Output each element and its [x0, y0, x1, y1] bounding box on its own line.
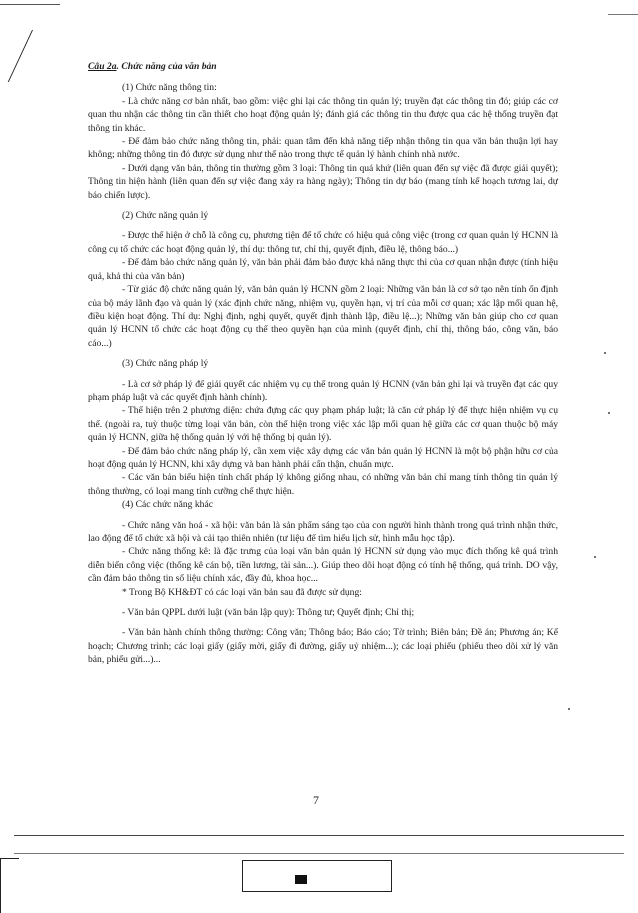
paragraph: - Là cơ sở pháp lý để giải quyết các nhiệm vụ cụ thể trong quản lý HCNN (văn bản ghi lại và truyền đạt các quy phạm pháp luật và các quyết định hành chính). [88, 378, 558, 403]
footer-box [242, 860, 392, 892]
paragraph: - Để đảm bảo chức năng thông tin, phải: quan tâm đến khả năng tiếp nhận thông tin qua văn bản thuận lợi hay không; những thông tin đó được sử dụng như thế nào trong thực tế quản lý hành chính nhà nước. [88, 136, 558, 161]
paragraph: - Chức năng thống kê: là đặc trưng của loại văn bản quản lý HCNN sử dụng vào mục đích thống kê quá trình diễn biến công việc (thống kê cán bộ, tiền lương, tài sản...). Giúp theo dõi hoạt động có tính hệ thống, quá trình. DO vậy, cần đảm bảo thông tin số liệu chính xác, đầy đủ, khoa học... [88, 546, 558, 585]
paragraph: - Thể hiện trên 2 phương diện: chứa đựng các quy phạm pháp luật; là căn cứ pháp lý để thực hiện nhiệm vụ cụ thể. (ngoài ra, tuỳ thuộc từng loại văn bản, còn thể hiện trong việc xác lập mối quan hệ giữa các cơ quan thuộc bộ máy quản lý HCNN, giữa hệ thống quản lý với hệ thống bị quản lý). [88, 405, 558, 444]
paragraph: - Là chức năng cơ bản nhất, bao gồm: việc ghi lại các thông tin quản lý; truyền đạt các thông tin đó; giúp các cơ quan thu nhận các thông tin cần thiết cho hoạt động quản lý; đánh giá các thông tin thu được qua các hệ thống truyền đạt thông tin khác. [88, 95, 558, 134]
paragraph: - Văn bản QPPL dưới luật (văn bản lập quy): Thông tư; Quyết định; Chỉ thị; [122, 607, 415, 619]
paragraph: * Trong Bộ KH&ĐT có các loại văn bản sau đã được sử dụng: [122, 586, 362, 598]
scan-speck [568, 708, 570, 710]
paragraph: - Dưới dạng văn bản, thông tin thường gồm 3 loại: Thông tin quá khứ (liên quan đến sự việc đã được giải quyết); Thông tin hiện hành (liên quan đến sự việc đang xảy ra hàng ngày); Thông tin dự báo (mang tính kế hoạch tương lai, dự báo chiến lược). [88, 162, 558, 201]
scan-speck [594, 556, 596, 558]
scan-artifact-top [0, 4, 60, 5]
footer-box-mark [295, 875, 307, 884]
paragraph: - Để đảm bảo chức năng pháp lý, cần xem việc xây dựng các văn bản quản lý HCNN là một bộ phận hữu cơ của hoạt động quản lý HCNN, khi xây dựng và ban hành phải cẩn thận, chuẩn mực. [88, 445, 558, 470]
footer-rule [14, 835, 624, 836]
document-body [88, 60, 558, 667]
paragraph: - Để đảm bảo chức năng quản lý, văn bản phải đảm bảo được khả năng thực thi của cơ quan nhận được (tính hiệu quả, khả thi của văn bản) [88, 257, 558, 282]
subheading-other: (4) Các chức năng khác [122, 499, 213, 511]
scan-artifact-corner [0, 858, 19, 913]
paragraph: - Các văn bản biểu hiện tính chất pháp lý không giống nhau, có những văn bản chỉ mang tính thông tin quản lý thông thường, có loại mang tính cưỡng chế thực hiện. [88, 472, 558, 497]
heading-title: . Chức năng của văn bản [116, 61, 217, 72]
paragraph: - Từ giác độ chức năng quản lý, văn bản quản lý HCNN gồm 2 loại: Những văn bản là cơ sở tạo nên tính ổn định của bộ máy lãnh đạo và quản lý (xác định chức năng, nhiệm vụ, quyền hạn, vị trí của mỗi cơ quan; xác lập mối quan hệ, điều kiện hoạt động. Thí dụ: Nghị định, nghị quyết, quyết định thành lập, điều lệ...); Những văn bản giúp cho cơ quan quản lý HCNN tổ chức các hoạt động cụ thể theo quyền hạn của mình (quyết định, chỉ thị, thông báo, công văn, báo cáo...) [88, 284, 558, 349]
paragraph: - Chức năng văn hoá - xã hội: văn bản là sản phẩm sáng tạo của con người hình thành trong quá trình nhận thức, lao động để tổ chức xã hội và cải tạo thiên nhiên (tư liệu để tìm hiểu lịch sử, hình mẫu học tập). [88, 519, 558, 544]
subheading-management: (2) Chức năng quản lý [122, 210, 209, 222]
page-number: 7 [313, 793, 319, 807]
footer-rule-secondary [14, 853, 624, 854]
heading-number: Câu 2a [88, 61, 117, 72]
subheading-legal: (3) Chức năng pháp lý [122, 358, 209, 370]
scan-speck [604, 352, 606, 354]
paragraph: - Được thể hiện ở chỗ là công cụ, phương tiện để tổ chức có hiệu quả công việc (trong cơ quan quản lý HCNN là công cụ tổ chức các hoạt động quản lý, thí dụ: thông tư, chỉ thị, quyết định, điều lệ, thông báo...) [88, 230, 558, 255]
section-heading [88, 60, 558, 73]
paragraph: - Văn bản hành chính thông thường: Công văn; Thông báo; Báo cáo; Tờ trình; Biên bản; Đề án; Phương án; Kế hoạch; Chương trình; các loại giấy (giấy mời, giấy đi đường, giấy uỷ nhiệm...); các loại phiếu (phiếu theo dõi xử lý văn bản, phiếu gửi...)... [88, 627, 558, 666]
scan-speck [608, 412, 610, 414]
scan-artifact-left-stroke [0, 30, 33, 82]
subheading-information: (1) Chức năng thông tin: [122, 82, 217, 94]
scan-artifact-top-right [608, 14, 638, 15]
